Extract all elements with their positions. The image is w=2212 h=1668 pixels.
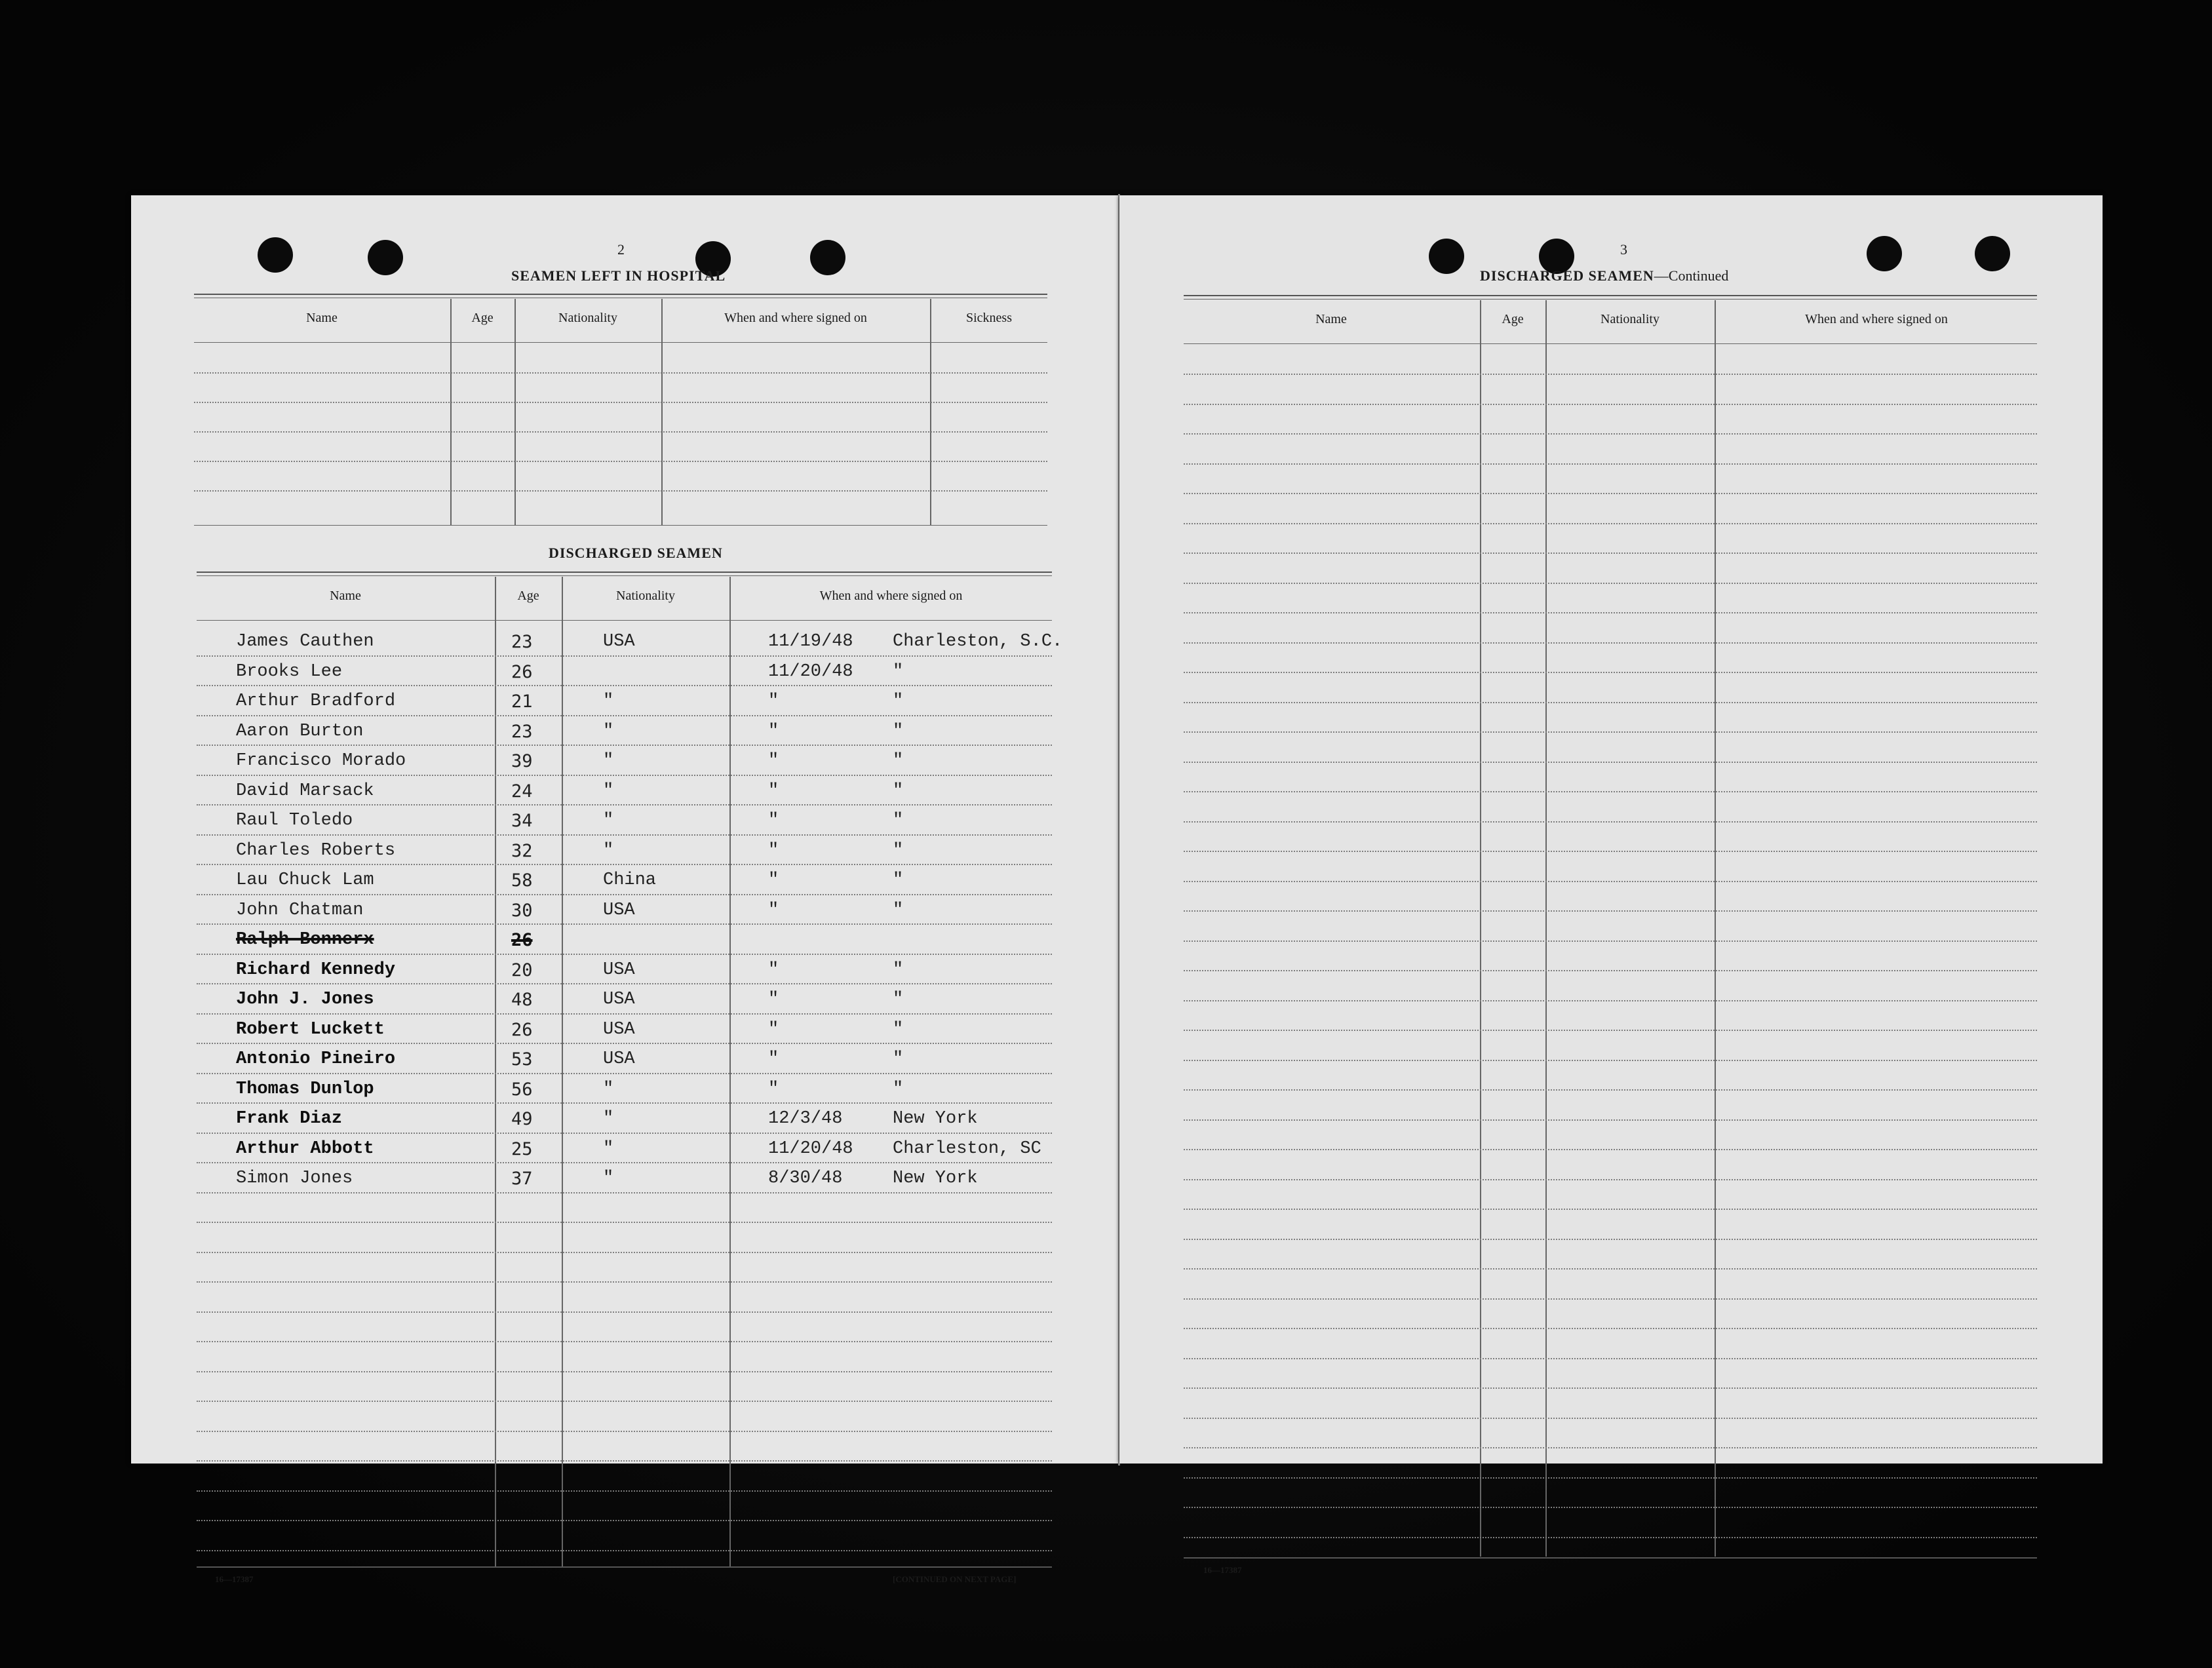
- row-line: [197, 1520, 1052, 1521]
- row-line: [1184, 1149, 2037, 1150]
- cell-date: ": [768, 1049, 779, 1069]
- cell-date: 12/3/48: [768, 1109, 843, 1129]
- cell-age: 39: [511, 751, 533, 771]
- row-line: [1184, 1507, 2037, 1508]
- column-header-age: Age: [471, 311, 494, 325]
- column-divider: [1545, 300, 1547, 1557]
- cell-date: 11/20/48: [768, 1138, 853, 1159]
- cell-age: 56: [511, 1079, 533, 1100]
- cell-name: Arthur Bradford: [236, 691, 396, 711]
- row-line: [1184, 910, 2037, 912]
- form-code: 16—17387: [215, 1574, 254, 1584]
- cell-nationality: USA: [603, 900, 635, 920]
- column-header-name: Name: [1315, 312, 1347, 326]
- row-line: [1184, 583, 2037, 584]
- cell-place: ": [893, 811, 904, 830]
- row-line: [197, 1162, 1052, 1163]
- row-line: [1184, 1387, 2037, 1389]
- row-line: [197, 1073, 1052, 1074]
- cell-name: James Cauthen: [236, 632, 374, 651]
- row-line: [197, 1490, 1052, 1492]
- cell-place: Charleston, SC: [893, 1138, 1041, 1159]
- cell-name: Simon Jones: [236, 1169, 353, 1188]
- punch-hole: [810, 240, 845, 275]
- cell-age: 48: [511, 990, 533, 1010]
- cell-name: Arthur Abbott: [236, 1138, 374, 1159]
- page-title-suffix: —Continued: [1654, 267, 1729, 284]
- row-line: [197, 923, 1052, 925]
- row-line: [1184, 1030, 2037, 1031]
- cell-nationality: USA: [603, 632, 635, 651]
- row-line: [1184, 612, 2037, 613]
- cell-date: ": [768, 1079, 779, 1099]
- column-divider: [729, 577, 731, 1566]
- cell-date: ": [768, 721, 779, 741]
- row-line: [197, 1013, 1052, 1015]
- cell-name: Aaron Burton: [236, 721, 364, 741]
- cell-name: Frank Diaz: [236, 1109, 343, 1129]
- continued-note: [CONTINUED ON NEXT PAGE]: [893, 1574, 1017, 1584]
- row-line: [1184, 821, 2037, 823]
- cell-nationality: ": [603, 811, 614, 830]
- header-rule: [197, 620, 1052, 621]
- cell-place: ": [893, 900, 904, 920]
- row-line: [1184, 1089, 2037, 1091]
- row-line: [197, 834, 1052, 836]
- table-bottom-rule: [194, 525, 1047, 526]
- column-header-age: Age: [1502, 312, 1524, 326]
- cell-place: ": [893, 840, 904, 861]
- row-line: [1184, 1328, 2037, 1329]
- cell-place: ": [893, 751, 904, 771]
- cell-date: ": [768, 900, 779, 920]
- cell-place: ": [893, 661, 904, 682]
- cell-age: 32: [511, 840, 533, 861]
- cell-age: 26: [511, 661, 533, 682]
- row-line: [1184, 374, 2037, 375]
- cell-place: New York: [893, 1109, 978, 1129]
- row-line: [194, 461, 1047, 462]
- row-line: [197, 1133, 1052, 1134]
- cell-place: ": [893, 960, 904, 980]
- cell-date: ": [768, 811, 779, 830]
- cell-name: Lau Chuck Lam: [236, 870, 374, 890]
- punch-hole: [258, 237, 293, 273]
- cell-age: 20: [511, 960, 533, 980]
- column-header-signed-on: When and where signed on: [819, 589, 963, 603]
- row-line: [197, 804, 1052, 805]
- cell-age: 37: [511, 1169, 533, 1189]
- hospital-section-title: SEAMEN LEFT IN HOSPITAL: [511, 267, 726, 284]
- header-rule: [1184, 343, 2037, 344]
- right-page: [1119, 195, 2103, 1575]
- cell-nationality: ": [603, 1169, 614, 1188]
- row-line: [1184, 493, 2037, 494]
- cell-name: Raul Toledo: [236, 811, 353, 830]
- column-header-nationality: Nationality: [558, 311, 617, 325]
- cell-name: Robert Luckett: [236, 1019, 385, 1039]
- row-line: [197, 1401, 1052, 1402]
- cell-nationality: ": [603, 840, 614, 861]
- column-header-nationality: Nationality: [1601, 312, 1659, 326]
- cell-date: ": [768, 781, 779, 801]
- cell-nationality: ": [603, 1138, 614, 1159]
- cell-name: John J. Jones: [236, 990, 374, 1009]
- cell-age: 26: [511, 930, 533, 950]
- column-header-name: Name: [330, 589, 361, 603]
- row-line: [1184, 970, 2037, 971]
- cell-place: ": [893, 1049, 904, 1069]
- cell-name: Francisco Morado: [236, 751, 406, 771]
- column-header-signed-on: When and where signed on: [724, 311, 867, 325]
- cell-nationality: China: [603, 870, 657, 890]
- row-line: [1184, 1358, 2037, 1359]
- cell-place: ": [893, 990, 904, 1009]
- row-line: [1184, 1298, 2037, 1300]
- row-line: [1184, 642, 2037, 644]
- cell-place: New York: [893, 1169, 978, 1188]
- column-header-sickness: Sickness: [966, 311, 1012, 325]
- cell-age: 49: [511, 1109, 533, 1129]
- row-line: [1184, 851, 2037, 852]
- table-top-rule: [1184, 299, 2037, 300]
- cell-place: ": [893, 721, 904, 741]
- row-line: [194, 372, 1047, 374]
- row-line: [1184, 881, 2037, 882]
- cell-nationality: ": [603, 751, 614, 771]
- cell-age: 30: [511, 900, 533, 921]
- row-line: [197, 1281, 1052, 1283]
- cell-name: Antonio Pineiro: [236, 1049, 396, 1069]
- row-line: [1184, 791, 2037, 792]
- row-line: [1184, 702, 2037, 703]
- cell-nationality: USA: [603, 990, 635, 1009]
- row-line: [197, 1550, 1052, 1551]
- cell-date: ": [768, 870, 779, 890]
- cell-age: 23: [511, 721, 533, 742]
- row-line: [1184, 1000, 2037, 1001]
- column-divider: [1480, 300, 1481, 1557]
- cell-age: 34: [511, 811, 533, 831]
- cell-place: ": [893, 781, 904, 801]
- cell-place: ": [893, 1079, 904, 1099]
- row-line: [197, 1102, 1052, 1104]
- row-line: [1184, 941, 2037, 942]
- row-line: [197, 983, 1052, 984]
- row-line: [194, 490, 1047, 492]
- cell-nationality: ": [603, 721, 614, 741]
- cell-name: Charles Roberts: [236, 840, 396, 861]
- row-line: [197, 1371, 1052, 1372]
- punch-hole: [1429, 239, 1464, 274]
- cell-name: Brooks Lee: [236, 661, 343, 682]
- column-header-name: Name: [306, 311, 338, 325]
- cell-nationality: ": [603, 1109, 614, 1129]
- row-line: [197, 1043, 1052, 1044]
- cell-name: Ralph Bonnerx: [236, 930, 374, 950]
- column-header-signed-on: When and where signed on: [1805, 312, 1948, 326]
- row-line: [197, 745, 1052, 746]
- discharged-section-title: DISCHARGED SEAMEN: [549, 545, 723, 561]
- column-divider: [495, 577, 496, 1566]
- cell-place: Charleston, S.C.: [893, 632, 1063, 651]
- cell-nationality: USA: [603, 1049, 635, 1069]
- row-line: [1184, 1268, 2037, 1270]
- cell-date: 11/19/48: [768, 632, 853, 651]
- row-line: [197, 1192, 1052, 1193]
- column-header-age: Age: [517, 589, 539, 603]
- column-header-nationality: Nationality: [616, 589, 675, 603]
- row-line: [1184, 1239, 2037, 1240]
- row-line: [197, 685, 1052, 686]
- cell-age: 26: [511, 1019, 533, 1040]
- cell-date: 11/20/48: [768, 661, 853, 682]
- cell-age: 25: [511, 1138, 533, 1159]
- cell-age: 58: [511, 870, 533, 891]
- row-line: [1184, 1119, 2037, 1121]
- page-title: [1480, 267, 1728, 284]
- punch-hole: [368, 240, 403, 275]
- left-page: [131, 195, 1119, 1584]
- cell-nationality: USA: [603, 960, 635, 980]
- punch-hole: [1975, 236, 2010, 271]
- row-line: [1184, 553, 2037, 554]
- row-line: [194, 431, 1047, 433]
- row-line: [197, 655, 1052, 657]
- table-bottom-rule: [1184, 1557, 2037, 1559]
- row-line: [1184, 523, 2037, 524]
- row-line: [1184, 1418, 2037, 1419]
- cell-nationality: ": [603, 1079, 614, 1099]
- punch-hole: [1867, 236, 1902, 271]
- row-line: [1184, 1537, 2037, 1538]
- row-line: [1184, 731, 2037, 733]
- row-line: [1184, 1060, 2037, 1061]
- table-top-rule: [197, 572, 1052, 573]
- row-line: [197, 1222, 1052, 1223]
- page-number: 3: [1620, 241, 1627, 258]
- row-line: [197, 1341, 1052, 1342]
- row-line: [1184, 463, 2037, 465]
- cell-age: 24: [511, 781, 533, 802]
- cell-place: ": [893, 1019, 904, 1039]
- cell-date: ": [768, 960, 779, 980]
- cell-name: John Chatman: [236, 900, 364, 920]
- cell-nationality: ": [603, 691, 614, 711]
- cell-name: David Marsack: [236, 781, 374, 801]
- header-rule: [194, 342, 1047, 343]
- row-line: [197, 894, 1052, 895]
- table-top-rule: [197, 575, 1052, 576]
- row-line: [1184, 433, 2037, 435]
- row-line: [197, 864, 1052, 865]
- cell-nationality: USA: [603, 1019, 635, 1039]
- row-line: [1184, 672, 2037, 673]
- row-line: [1184, 1477, 2037, 1479]
- row-line: [197, 1460, 1052, 1462]
- cell-name: Thomas Dunlop: [236, 1079, 374, 1099]
- cell-place: ": [893, 691, 904, 711]
- row-line: [197, 775, 1052, 776]
- row-line: [197, 1431, 1052, 1432]
- row-line: [1184, 1209, 2037, 1210]
- table-top-rule: [1184, 295, 2037, 296]
- table-top-rule: [194, 294, 1047, 295]
- row-line: [197, 954, 1052, 955]
- cell-date: ": [768, 840, 779, 861]
- table-bottom-rule: [197, 1566, 1052, 1568]
- cell-nationality: ": [603, 781, 614, 801]
- cell-age: 53: [511, 1049, 533, 1070]
- row-line: [197, 715, 1052, 716]
- row-line: [1184, 1447, 2037, 1448]
- row-line: [1184, 762, 2037, 763]
- row-line: [197, 1252, 1052, 1253]
- cell-place: ": [893, 870, 904, 890]
- cell-date: ": [768, 691, 779, 711]
- cell-date: ": [768, 990, 779, 1009]
- row-line: [194, 402, 1047, 403]
- page-title-text: DISCHARGED SEAMEN: [1480, 267, 1654, 284]
- row-line: [197, 1311, 1052, 1313]
- row-line: [1184, 404, 2037, 405]
- form-code: 16—17387: [1203, 1565, 1242, 1575]
- page-number: 2: [617, 241, 625, 258]
- cell-age: 21: [511, 691, 533, 712]
- column-divider: [1715, 300, 1716, 1557]
- cell-date: ": [768, 751, 779, 771]
- cell-name: Richard Kennedy: [236, 960, 396, 980]
- cell-date: ": [768, 1019, 779, 1039]
- cell-date: 8/30/48: [768, 1169, 843, 1188]
- column-divider: [562, 577, 563, 1566]
- row-line: [1184, 1179, 2037, 1180]
- cell-age: 23: [511, 632, 533, 652]
